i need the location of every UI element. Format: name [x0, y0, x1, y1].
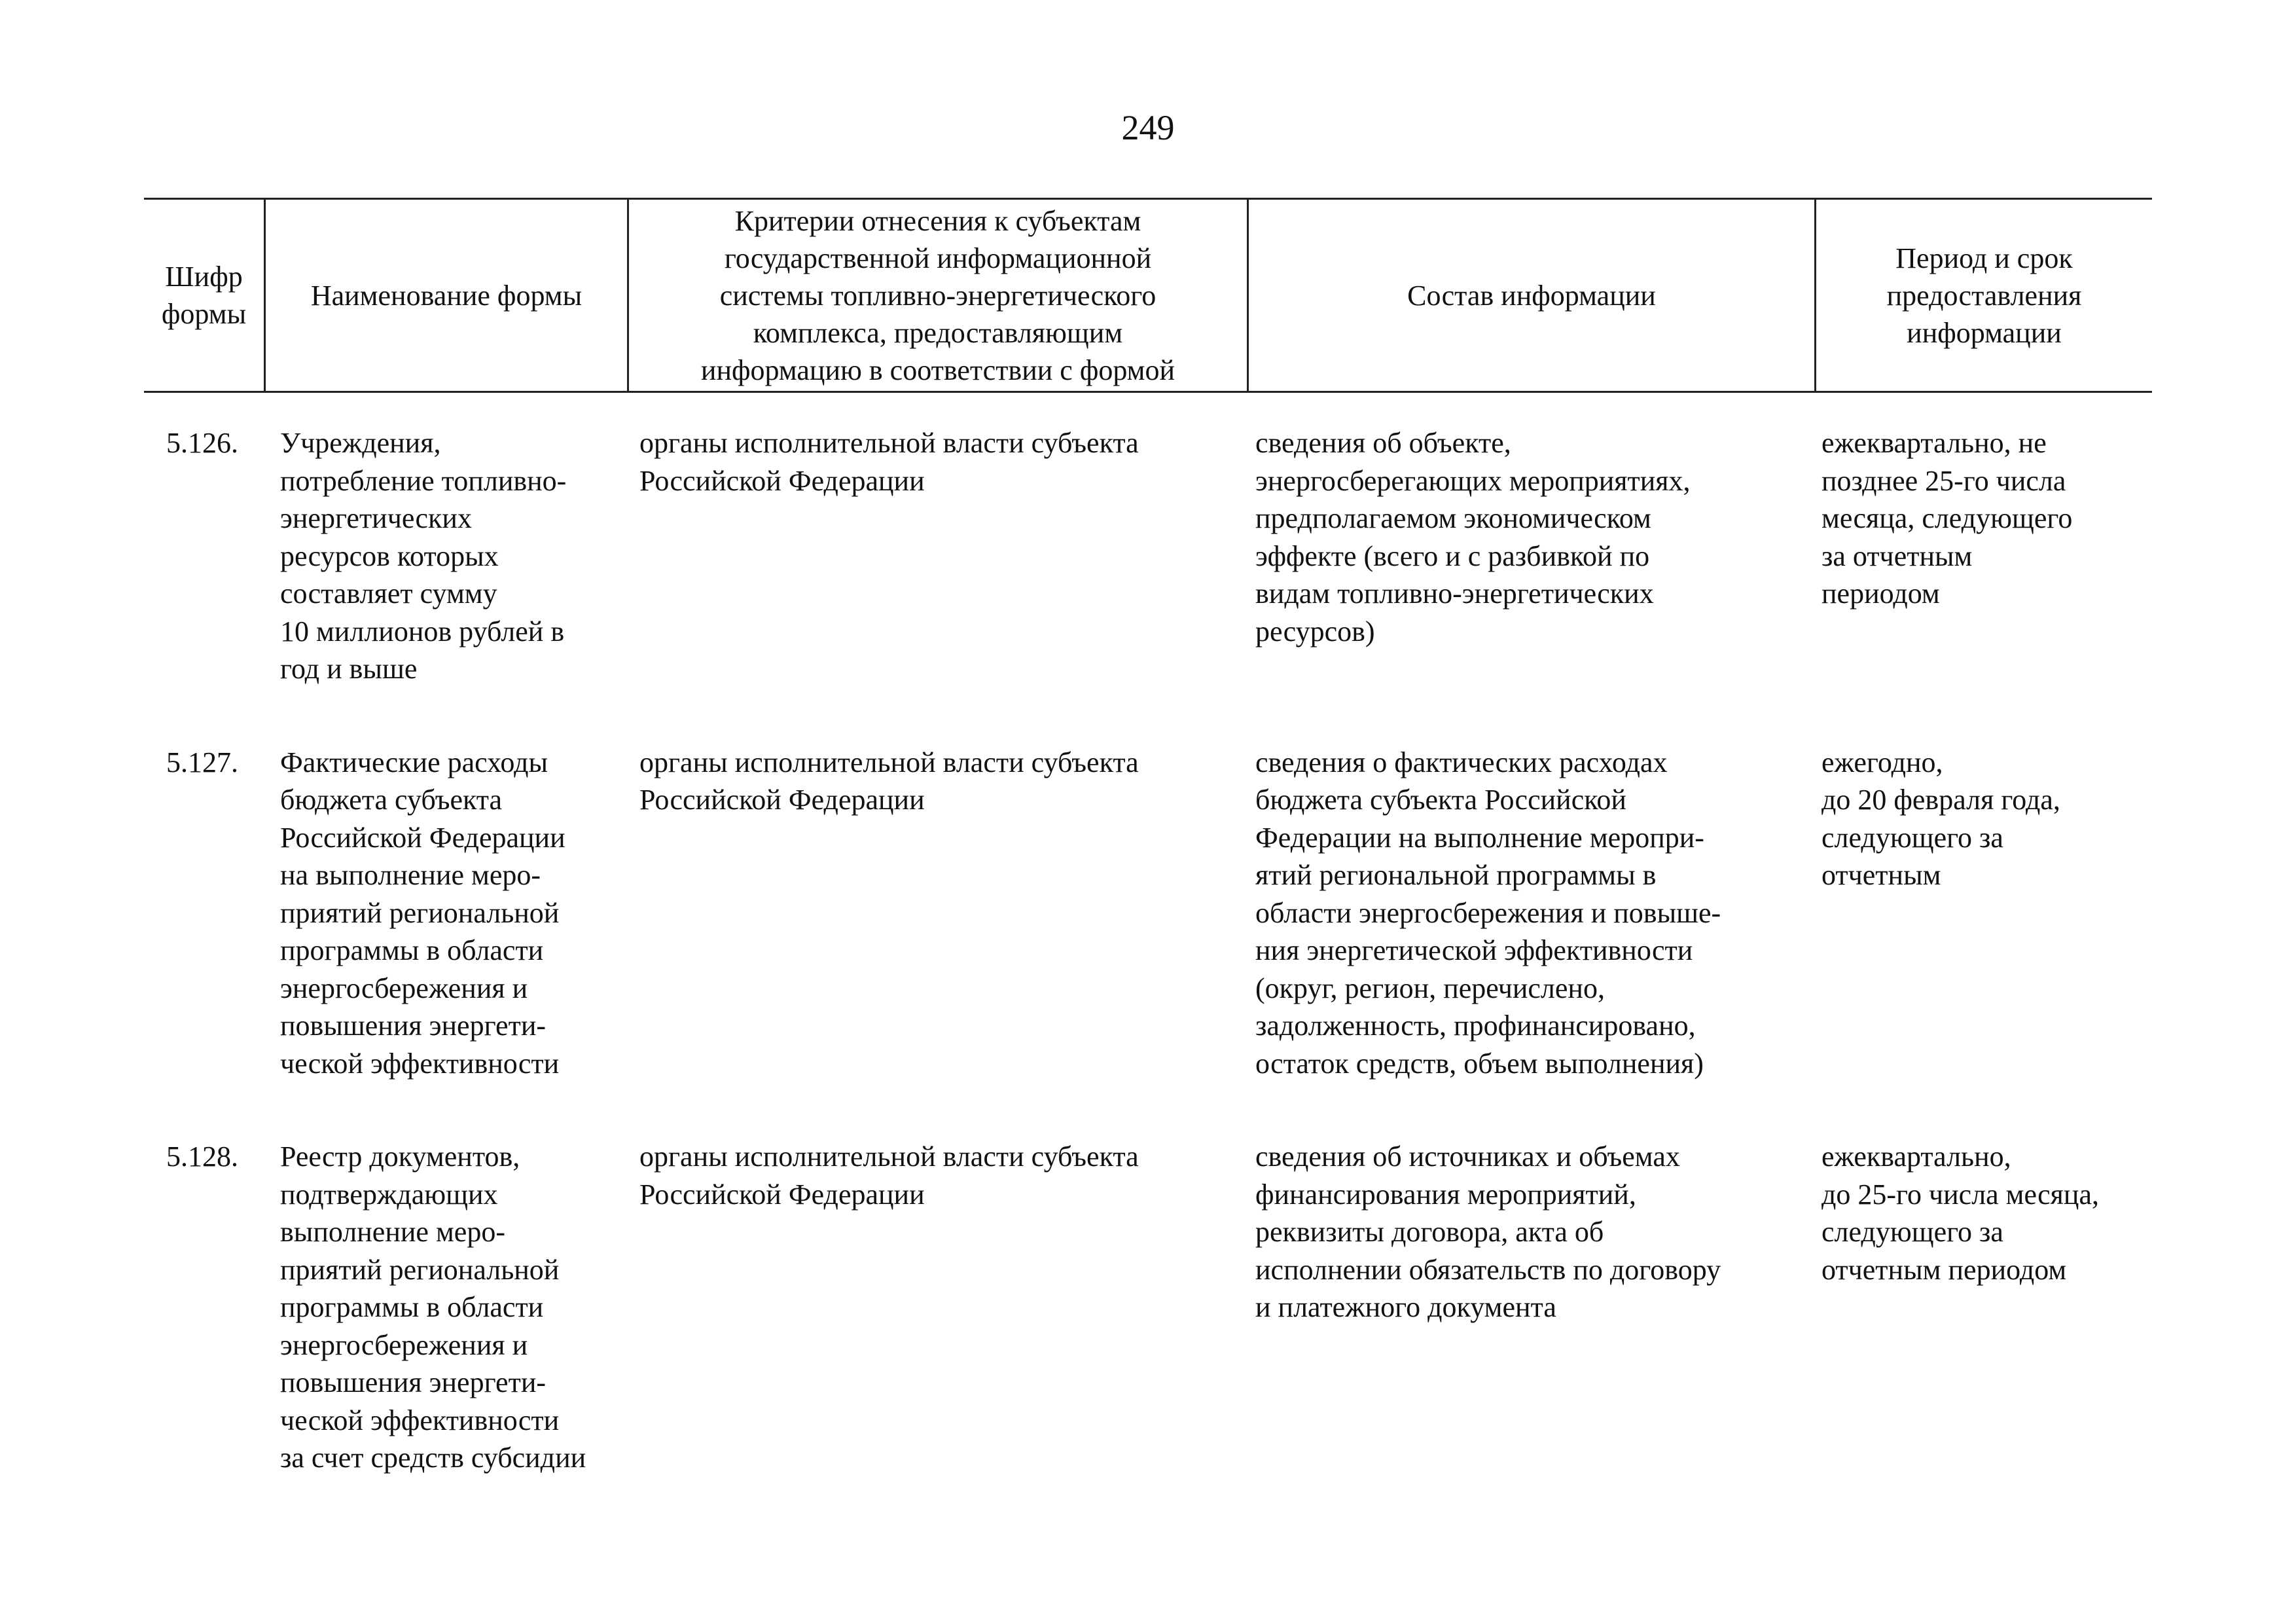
header-criteria-text: Критерии отнесения к субъектам государственной информационной системы топливно-энергетического комплекса, предоставляющим информацию в соответствии с формой: [700, 204, 1175, 386]
header-period-text: Период и срок предоставления информации: [1886, 242, 2082, 349]
row-content: сведения о фактических расходах бюджета субъекта Российской Федерации на выполнение меропри- ятий региональной программы в области энергосбережения и повыше- ния энергетической эффективности (округ, регион, перечислено, задолженность, профинансировано, остаток средств, объем выполнения): [1255, 746, 1721, 1080]
table-row: [144, 1138, 2152, 1514]
table-row: [144, 424, 2152, 725]
row-name: Реестр документов, подтверждающих выполнение меро- приятий региональной программы в области энергосбережения и повышения энергети- ческой эффективности за счет средств субсидии: [280, 1140, 586, 1474]
table-header: [144, 198, 2152, 393]
row-name: Фактические расходы бюджета субъекта Российской Федерации на выполнение меро- приятий региональной программы в области энергосбережения и повышения энергети- ческой эффективности: [280, 746, 565, 1080]
row-period: ежеквартально, не позднее 25-го числа месяца, следующего за отчетным периодом: [1821, 427, 2073, 610]
page-number: 249: [1121, 108, 1175, 147]
forms-table: [144, 198, 2152, 1533]
row-name: Учреждения, потребление топливно- энергетических ресурсов которых составляет сумму 10 миллионов рублей в год и выше: [280, 427, 567, 685]
row-code: 5.126.: [166, 427, 238, 459]
table-body: [144, 393, 2152, 1514]
row-period: ежегодно, до 20 февраля года, следующего за отчетным: [1821, 746, 2060, 891]
table-row: [144, 744, 2152, 1120]
row-criteria: органы исполнительной власти субъекта Российской Федерации: [639, 746, 1139, 816]
row-criteria: органы исполнительной власти субъекта Российской Федерации: [639, 1140, 1139, 1211]
row-period: ежеквартально, до 25-го числа месяца, следующего за отчетным периодом: [1821, 1140, 2099, 1286]
row-code: 5.128.: [166, 1140, 238, 1173]
header-content-text: Состав информации: [1407, 279, 1656, 312]
header-code: [144, 200, 264, 391]
header-name-text: Наименование формы: [310, 279, 583, 312]
header-code-text: Шифр формы: [161, 261, 247, 330]
header-period: [1816, 200, 2152, 391]
header-name: [266, 200, 627, 391]
row-content: сведения об объекте, энергосберегающих мероприятиях, предполагаемом экономическом эффекте (всего и с разбивкой по видам топливно-энергетических ресурсов): [1255, 427, 1691, 647]
row-code: 5.127.: [166, 746, 238, 778]
header-criteria: [629, 200, 1247, 391]
row-content: сведения об источниках и объемах финансирования мероприятий, реквизиты договора, акта об исполнении обязательств по договору и платежного документа: [1255, 1140, 1721, 1323]
header-content: [1249, 200, 1814, 391]
row-criteria: органы исполнительной власти субъекта Российской Федерации: [639, 427, 1139, 497]
